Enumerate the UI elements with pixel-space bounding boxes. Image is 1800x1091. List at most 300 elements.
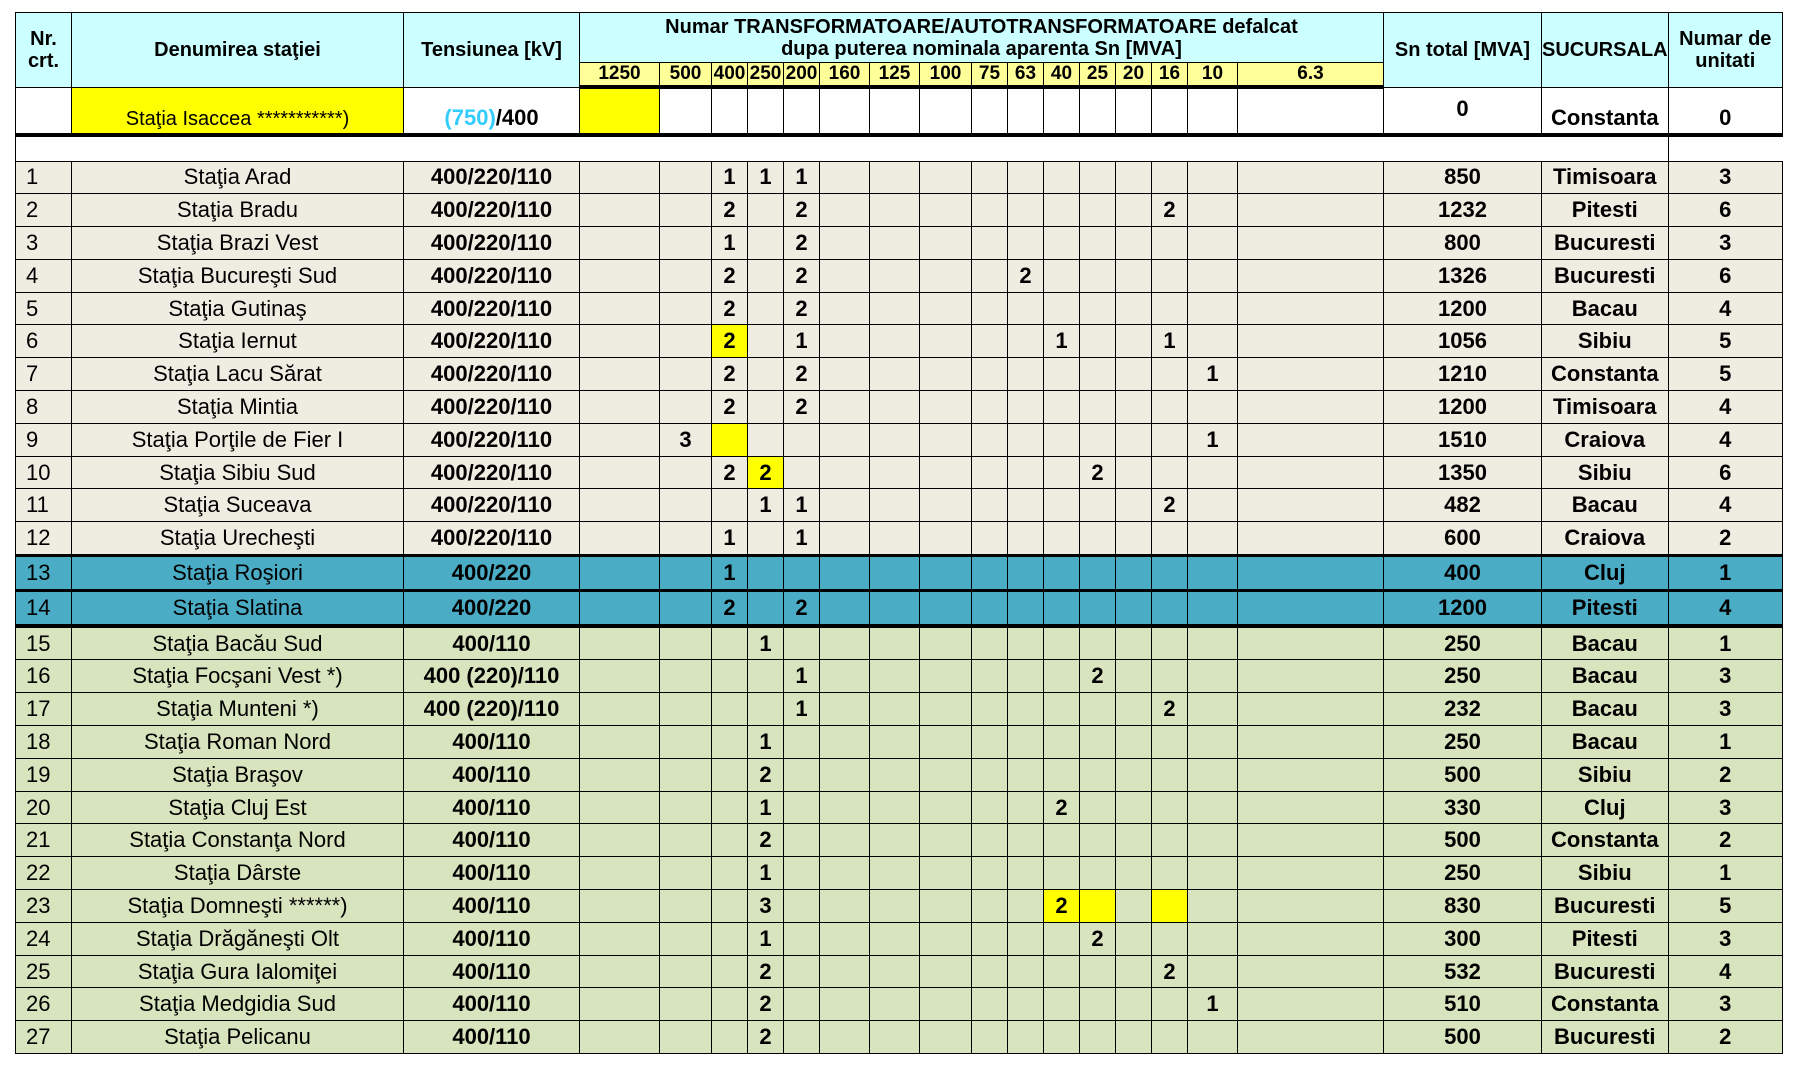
row-count-16 xyxy=(1152,626,1188,660)
table-row xyxy=(16,391,1783,424)
row-count-16 xyxy=(1152,988,1188,1021)
row-count-40 xyxy=(1044,626,1080,660)
row-count-40 xyxy=(1044,922,1080,955)
row-units: 4 xyxy=(1668,391,1782,424)
row-count-250 xyxy=(748,693,784,726)
row-nr: 24 xyxy=(16,922,72,955)
row-count-40 xyxy=(1044,358,1080,391)
row-count-200 xyxy=(784,955,820,988)
row-count-20 xyxy=(1116,227,1152,260)
row-count-400 xyxy=(712,890,748,923)
isaccea-power-cell xyxy=(580,87,660,135)
row-count-10 xyxy=(1188,922,1238,955)
row-voltage: 400/220 xyxy=(404,556,580,591)
row-count-1250 xyxy=(580,489,660,522)
row-count-160 xyxy=(820,922,870,955)
isaccea-power-cell xyxy=(712,87,748,135)
row-count-16 xyxy=(1152,522,1188,556)
row-count-100 xyxy=(920,292,972,325)
row-count-1250 xyxy=(580,857,660,890)
row-count-75 xyxy=(972,693,1008,726)
row-sn-total: 330 xyxy=(1384,791,1542,824)
row-nr: 19 xyxy=(16,758,72,791)
row-count-63 xyxy=(1008,456,1044,489)
row-count-500 xyxy=(660,857,712,890)
row-count-500 xyxy=(660,259,712,292)
row-units: 3 xyxy=(1668,660,1782,693)
power-header-14: 10 xyxy=(1188,63,1238,88)
row-nr: 15 xyxy=(16,626,72,660)
row-count-500 xyxy=(660,626,712,660)
row-count-200 xyxy=(784,857,820,890)
row-nr: 21 xyxy=(16,824,72,857)
power-header-6: 125 xyxy=(870,63,920,88)
row-count-1250 xyxy=(580,824,660,857)
row-count-20 xyxy=(1116,423,1152,456)
row-count-20 xyxy=(1116,194,1152,227)
row-count-400 xyxy=(712,626,748,660)
power-header-2: 400 xyxy=(712,63,748,88)
row-count-500 xyxy=(660,922,712,955)
row-station-name: Staţia Braşov xyxy=(72,758,404,791)
row-units: 4 xyxy=(1668,590,1782,625)
row-count-100 xyxy=(920,890,972,923)
power-header-4: 200 xyxy=(784,63,820,88)
row-count-125 xyxy=(870,489,920,522)
row-sn-total: 500 xyxy=(1384,758,1542,791)
isaccea-power-cell xyxy=(1188,87,1238,135)
row-count-10: 1 xyxy=(1188,988,1238,1021)
row-count-20 xyxy=(1116,693,1152,726)
row-count-125 xyxy=(870,626,920,660)
row-count-160 xyxy=(820,857,870,890)
table-row xyxy=(16,259,1783,292)
row-count-25 xyxy=(1080,556,1116,591)
power-header-10: 40 xyxy=(1044,63,1080,88)
power-header-15: 6.3 xyxy=(1238,63,1384,88)
row-count-200 xyxy=(784,726,820,759)
row-nr: 7 xyxy=(16,358,72,391)
row-count-16 xyxy=(1152,922,1188,955)
row-count-10 xyxy=(1188,1021,1238,1054)
row-count-10 xyxy=(1188,227,1238,260)
row-voltage: 400/110 xyxy=(404,857,580,890)
row-count-63 xyxy=(1008,857,1044,890)
row-count-75 xyxy=(972,890,1008,923)
row-voltage: 400 (220)/110 xyxy=(404,693,580,726)
row-count-20 xyxy=(1116,988,1152,1021)
row-count-6.3 xyxy=(1238,456,1384,489)
row-count-10 xyxy=(1188,758,1238,791)
row-count-75 xyxy=(972,259,1008,292)
row-station-name: Staţia Gura Ialomiţei xyxy=(72,955,404,988)
header-units: Numar de unitati xyxy=(1668,13,1782,88)
row-voltage: 400/110 xyxy=(404,955,580,988)
row-count-160 xyxy=(820,259,870,292)
row-voltage: 400/220/110 xyxy=(404,456,580,489)
row-count-200: 2 xyxy=(784,227,820,260)
row-branch: Cluj xyxy=(1542,556,1669,591)
row-count-200: 2 xyxy=(784,292,820,325)
row-count-400 xyxy=(712,660,748,693)
row-count-1250 xyxy=(580,988,660,1021)
row-count-500 xyxy=(660,194,712,227)
row-sn-total: 1326 xyxy=(1384,259,1542,292)
row-count-100 xyxy=(920,194,972,227)
row-count-25 xyxy=(1080,590,1116,625)
row-count-125 xyxy=(870,824,920,857)
row-count-200: 1 xyxy=(784,660,820,693)
row-station-name: Staţia Suceava xyxy=(72,489,404,522)
row-voltage: 400/220/110 xyxy=(404,259,580,292)
row-count-160 xyxy=(820,556,870,591)
row-branch: Sibiu xyxy=(1542,325,1669,358)
row-count-160 xyxy=(820,758,870,791)
header-transformers-line2: dupa puterea nominala aparenta Sn [MVA] xyxy=(781,37,1182,60)
row-count-75 xyxy=(972,391,1008,424)
row-count-250: 2 xyxy=(748,456,784,489)
row-count-40 xyxy=(1044,693,1080,726)
row-count-500 xyxy=(660,391,712,424)
row-nr: 11 xyxy=(16,489,72,522)
row-count-160 xyxy=(820,522,870,556)
row-count-250 xyxy=(748,423,784,456)
row-count-16 xyxy=(1152,456,1188,489)
row-station-name: Staţia Focşani Vest *) xyxy=(72,660,404,693)
row-count-75 xyxy=(972,227,1008,260)
row-count-40 xyxy=(1044,556,1080,591)
row-count-400 xyxy=(712,955,748,988)
row-voltage: 400/110 xyxy=(404,1021,580,1054)
row-station-name: Staţia Roman Nord xyxy=(72,726,404,759)
power-header-11: 25 xyxy=(1080,63,1116,88)
row-count-6.3 xyxy=(1238,758,1384,791)
row-count-100 xyxy=(920,227,972,260)
row-count-1250 xyxy=(580,292,660,325)
table-row xyxy=(16,194,1783,227)
row-count-160 xyxy=(820,325,870,358)
row-count-400 xyxy=(712,824,748,857)
row-count-100 xyxy=(920,922,972,955)
isaccea-voltage xyxy=(404,87,580,135)
row-count-25 xyxy=(1080,292,1116,325)
row-count-200 xyxy=(784,556,820,591)
row-count-400: 1 xyxy=(712,556,748,591)
row-count-160 xyxy=(820,456,870,489)
row-nr: 2 xyxy=(16,194,72,227)
row-station-name: Staţia Cluj Est xyxy=(72,791,404,824)
row-count-10 xyxy=(1188,194,1238,227)
row-count-75 xyxy=(972,489,1008,522)
row-branch: Bucuresti xyxy=(1542,259,1669,292)
row-count-20 xyxy=(1116,660,1152,693)
row-station-name: Staţia Dârste xyxy=(72,857,404,890)
isaccea-power-cell xyxy=(1116,87,1152,135)
row-count-40 xyxy=(1044,391,1080,424)
isaccea-power-cell xyxy=(1044,87,1080,135)
row-count-75 xyxy=(972,988,1008,1021)
isaccea-row xyxy=(16,87,1783,135)
row-station-name: Staţia Porţile de Fier I xyxy=(72,423,404,456)
row-nr: 25 xyxy=(16,955,72,988)
row-count-20 xyxy=(1116,890,1152,923)
row-station-name: Staţia Slatina xyxy=(72,590,404,625)
row-count-10 xyxy=(1188,456,1238,489)
row-voltage: 400/110 xyxy=(404,626,580,660)
row-count-250: 1 xyxy=(748,161,784,194)
row-branch: Constanta xyxy=(1542,358,1669,391)
row-station-name: Staţia Gutinaş xyxy=(72,292,404,325)
row-branch: Bucuresti xyxy=(1542,955,1669,988)
row-branch: Bacau xyxy=(1542,660,1669,693)
row-count-500 xyxy=(660,358,712,391)
row-count-1250 xyxy=(580,922,660,955)
row-count-25 xyxy=(1080,890,1116,923)
row-count-125 xyxy=(870,325,920,358)
row-count-6.3 xyxy=(1238,292,1384,325)
row-count-250 xyxy=(748,391,784,424)
row-count-20 xyxy=(1116,955,1152,988)
row-count-10 xyxy=(1188,791,1238,824)
row-branch: Bucuresti xyxy=(1542,890,1669,923)
row-count-100 xyxy=(920,590,972,625)
table-row xyxy=(16,489,1783,522)
row-count-6.3 xyxy=(1238,890,1384,923)
row-units: 2 xyxy=(1668,758,1782,791)
row-count-40 xyxy=(1044,955,1080,988)
row-branch: Constanta xyxy=(1542,988,1669,1021)
row-branch: Craiova xyxy=(1542,423,1669,456)
row-sn-total: 830 xyxy=(1384,890,1542,923)
row-count-63 xyxy=(1008,791,1044,824)
row-count-20 xyxy=(1116,758,1152,791)
row-count-160 xyxy=(820,791,870,824)
row-count-75 xyxy=(972,1021,1008,1054)
row-station-name: Staţia Drăgăneşti Olt xyxy=(72,922,404,955)
row-count-200: 1 xyxy=(784,325,820,358)
row-count-200 xyxy=(784,456,820,489)
isaccea-power-cell xyxy=(1152,87,1188,135)
row-count-250 xyxy=(748,556,784,591)
row-count-16: 2 xyxy=(1152,489,1188,522)
row-units: 1 xyxy=(1668,556,1782,591)
row-count-6.3 xyxy=(1238,590,1384,625)
row-count-400 xyxy=(712,922,748,955)
row-count-160 xyxy=(820,194,870,227)
row-units: 1 xyxy=(1668,726,1782,759)
row-count-500 xyxy=(660,1021,712,1054)
row-count-25 xyxy=(1080,726,1116,759)
row-sn-total: 850 xyxy=(1384,161,1542,194)
row-nr: 16 xyxy=(16,660,72,693)
row-sn-total: 232 xyxy=(1384,693,1542,726)
isaccea-power-cell xyxy=(1080,87,1116,135)
row-count-1250 xyxy=(580,590,660,625)
row-count-200 xyxy=(784,988,820,1021)
row-count-16 xyxy=(1152,857,1188,890)
row-count-200: 2 xyxy=(784,259,820,292)
power-header-9: 63 xyxy=(1008,63,1044,88)
row-count-125 xyxy=(870,693,920,726)
row-nr: 12 xyxy=(16,522,72,556)
row-count-160 xyxy=(820,161,870,194)
row-units: 3 xyxy=(1668,791,1782,824)
row-count-63 xyxy=(1008,922,1044,955)
row-count-400: 2 xyxy=(712,259,748,292)
row-count-25: 2 xyxy=(1080,456,1116,489)
row-count-125 xyxy=(870,456,920,489)
row-count-125 xyxy=(870,391,920,424)
row-count-6.3 xyxy=(1238,358,1384,391)
row-count-10 xyxy=(1188,590,1238,625)
spacer-row xyxy=(16,135,1783,161)
row-sn-total: 250 xyxy=(1384,626,1542,660)
row-count-6.3 xyxy=(1238,423,1384,456)
row-count-160 xyxy=(820,890,870,923)
row-count-125 xyxy=(870,1021,920,1054)
row-count-1250 xyxy=(580,358,660,391)
row-station-name: Staţia Roşiori xyxy=(72,556,404,591)
row-count-6.3 xyxy=(1238,161,1384,194)
row-count-6.3 xyxy=(1238,988,1384,1021)
table-row xyxy=(16,955,1783,988)
row-count-1250 xyxy=(580,1021,660,1054)
row-count-75 xyxy=(972,358,1008,391)
row-count-1250 xyxy=(580,890,660,923)
row-count-40 xyxy=(1044,423,1080,456)
row-count-100 xyxy=(920,522,972,556)
row-units: 6 xyxy=(1668,456,1782,489)
row-count-20 xyxy=(1116,259,1152,292)
row-count-400 xyxy=(712,988,748,1021)
row-units: 1 xyxy=(1668,626,1782,660)
row-count-100 xyxy=(920,325,972,358)
isaccea-power-cell xyxy=(1008,87,1044,135)
row-branch: Bucuresti xyxy=(1542,227,1669,260)
row-count-10 xyxy=(1188,161,1238,194)
table-row xyxy=(16,358,1783,391)
row-count-63 xyxy=(1008,556,1044,591)
row-count-500 xyxy=(660,161,712,194)
row-count-125 xyxy=(870,556,920,591)
row-count-100 xyxy=(920,955,972,988)
row-voltage: 400/110 xyxy=(404,791,580,824)
row-count-63 xyxy=(1008,693,1044,726)
row-voltage: 400/110 xyxy=(404,758,580,791)
row-voltage: 400/110 xyxy=(404,726,580,759)
row-count-500 xyxy=(660,791,712,824)
row-count-75 xyxy=(972,161,1008,194)
row-count-63 xyxy=(1008,988,1044,1021)
row-count-20 xyxy=(1116,489,1152,522)
row-count-40: 1 xyxy=(1044,325,1080,358)
row-count-10 xyxy=(1188,660,1238,693)
row-count-25 xyxy=(1080,955,1116,988)
row-voltage: 400/220/110 xyxy=(404,423,580,456)
row-count-500 xyxy=(660,456,712,489)
row-count-100 xyxy=(920,161,972,194)
isaccea-name: Staţia Isaccea ***********) xyxy=(72,87,404,135)
row-count-10: 1 xyxy=(1188,358,1238,391)
row-count-1250 xyxy=(580,259,660,292)
row-count-63 xyxy=(1008,358,1044,391)
row-count-6.3 xyxy=(1238,955,1384,988)
row-count-20 xyxy=(1116,857,1152,890)
row-nr: 23 xyxy=(16,890,72,923)
row-count-75 xyxy=(972,556,1008,591)
row-count-20 xyxy=(1116,1021,1152,1054)
row-count-200 xyxy=(784,758,820,791)
row-count-63 xyxy=(1008,292,1044,325)
row-count-1250 xyxy=(580,391,660,424)
row-count-20 xyxy=(1116,456,1152,489)
table-row xyxy=(16,726,1783,759)
row-count-250 xyxy=(748,292,784,325)
row-count-1250 xyxy=(580,660,660,693)
isaccea-power-cell xyxy=(972,87,1008,135)
row-count-16 xyxy=(1152,259,1188,292)
row-count-125 xyxy=(870,522,920,556)
row-count-125 xyxy=(870,758,920,791)
row-count-25 xyxy=(1080,1021,1116,1054)
row-count-1250 xyxy=(580,325,660,358)
row-count-63 xyxy=(1008,955,1044,988)
row-sn-total: 1232 xyxy=(1384,194,1542,227)
table-row xyxy=(16,556,1783,591)
row-count-1250 xyxy=(580,194,660,227)
row-count-20 xyxy=(1116,626,1152,660)
table-row xyxy=(16,292,1783,325)
header-sn-total: Sn total [MVA] xyxy=(1384,13,1542,88)
row-count-16 xyxy=(1152,391,1188,424)
row-count-250: 2 xyxy=(748,988,784,1021)
row-count-100 xyxy=(920,726,972,759)
row-station-name: Staţia Bucureşti Sud xyxy=(72,259,404,292)
table-row xyxy=(16,590,1783,625)
row-branch: Craiova xyxy=(1542,522,1669,556)
row-count-6.3 xyxy=(1238,660,1384,693)
row-units: 2 xyxy=(1668,522,1782,556)
row-units: 1 xyxy=(1668,857,1782,890)
row-count-100 xyxy=(920,556,972,591)
row-count-200: 1 xyxy=(784,522,820,556)
row-count-10 xyxy=(1188,489,1238,522)
row-count-16 xyxy=(1152,423,1188,456)
row-count-200 xyxy=(784,890,820,923)
row-branch: Bacau xyxy=(1542,292,1669,325)
row-count-25 xyxy=(1080,161,1116,194)
row-count-16: 2 xyxy=(1152,194,1188,227)
row-branch: Pitesti xyxy=(1542,590,1669,625)
row-count-250 xyxy=(748,194,784,227)
row-count-400 xyxy=(712,423,748,456)
row-count-20 xyxy=(1116,791,1152,824)
row-count-10 xyxy=(1188,325,1238,358)
row-count-1250 xyxy=(580,693,660,726)
power-header-13: 16 xyxy=(1152,63,1188,88)
row-count-75 xyxy=(972,292,1008,325)
row-count-20 xyxy=(1116,391,1152,424)
row-branch: Bucuresti xyxy=(1542,1021,1669,1054)
row-count-160 xyxy=(820,423,870,456)
row-count-200 xyxy=(784,824,820,857)
row-units: 6 xyxy=(1668,259,1782,292)
row-count-100 xyxy=(920,758,972,791)
row-count-400: 2 xyxy=(712,325,748,358)
power-header-8: 75 xyxy=(972,63,1008,88)
row-units: 2 xyxy=(1668,1021,1782,1054)
row-count-100 xyxy=(920,423,972,456)
